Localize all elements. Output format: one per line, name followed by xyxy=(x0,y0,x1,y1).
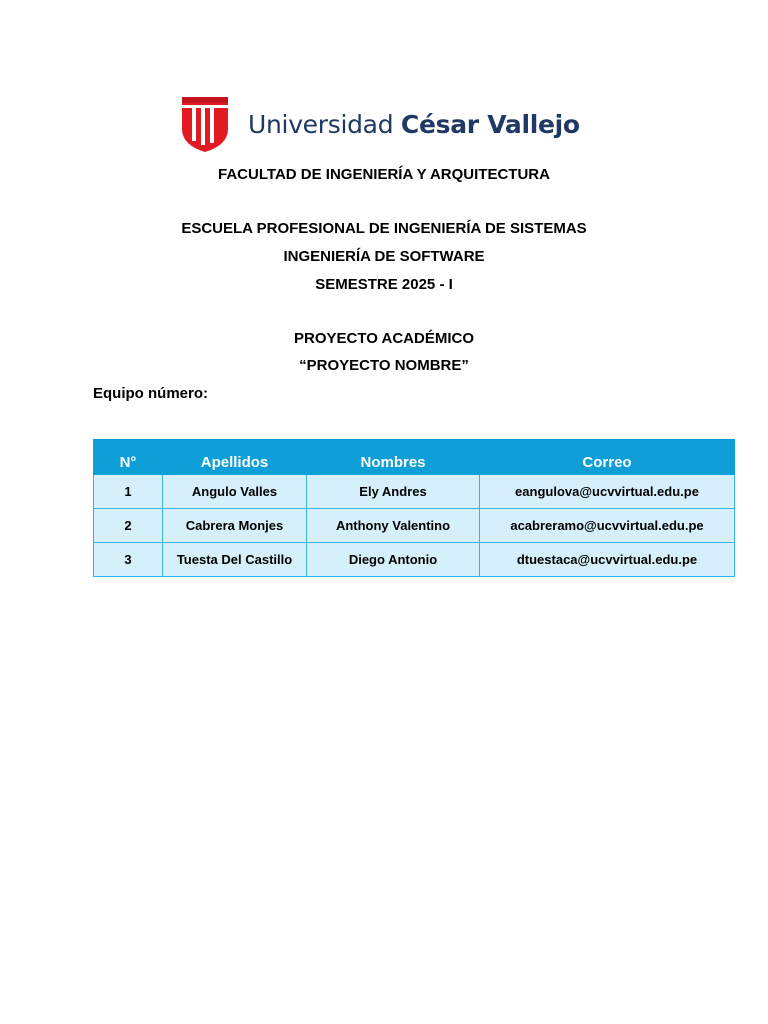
column-header-surnames: Apellidos xyxy=(163,440,307,475)
cell-surnames: Tuesta Del Castillo xyxy=(163,543,307,577)
university-name-regular: Universidad xyxy=(248,109,401,139)
table-header-row xyxy=(94,440,735,475)
cell-number: 1 xyxy=(94,475,163,509)
cell-email: acabreramo@ucvvirtual.edu.pe xyxy=(480,509,735,543)
table-row xyxy=(94,509,735,543)
team-members-table xyxy=(93,439,735,577)
table-row xyxy=(94,475,735,509)
cell-names: Anthony Valentino xyxy=(307,509,480,543)
cell-email: eangulova@ucvvirtual.edu.pe xyxy=(480,475,735,509)
faculty-heading: FACULTAD DE INGENIERÍA Y ARQUITECTURA xyxy=(218,166,550,183)
cell-surnames: Cabrera Monjes xyxy=(163,509,307,543)
semester-heading: SEMESTRE 2025 - I xyxy=(315,276,453,293)
column-header-names: Nombres xyxy=(307,440,480,475)
cell-number: 3 xyxy=(94,543,163,577)
column-header-email: Correo xyxy=(480,440,735,475)
project-type-heading: PROYECTO ACADÉMICO xyxy=(293,330,474,347)
university-logo xyxy=(180,94,580,154)
course-heading: INGENIERÍA DE SOFTWARE xyxy=(283,248,485,265)
university-shield-icon xyxy=(180,95,230,153)
cell-number: 2 xyxy=(94,509,163,543)
university-name-bold: César Vallejo xyxy=(400,109,580,139)
table-row xyxy=(94,543,735,577)
column-header-number: N° xyxy=(94,440,163,475)
project-name-heading: “PROYECTO NOMBRE” xyxy=(299,357,469,374)
cell-names: Ely Andres xyxy=(307,475,480,509)
school-heading: ESCUELA PROFESIONAL DE INGENIERÍA DE SISTEMAS xyxy=(181,220,587,237)
cell-names: Diego Antonio xyxy=(307,543,480,577)
university-name xyxy=(248,110,580,139)
cell-email: dtuestaca@ucvvirtual.edu.pe xyxy=(480,543,735,577)
team-number-label: Equipo número: xyxy=(93,385,208,402)
cell-surnames: Angulo Valles xyxy=(163,475,307,509)
